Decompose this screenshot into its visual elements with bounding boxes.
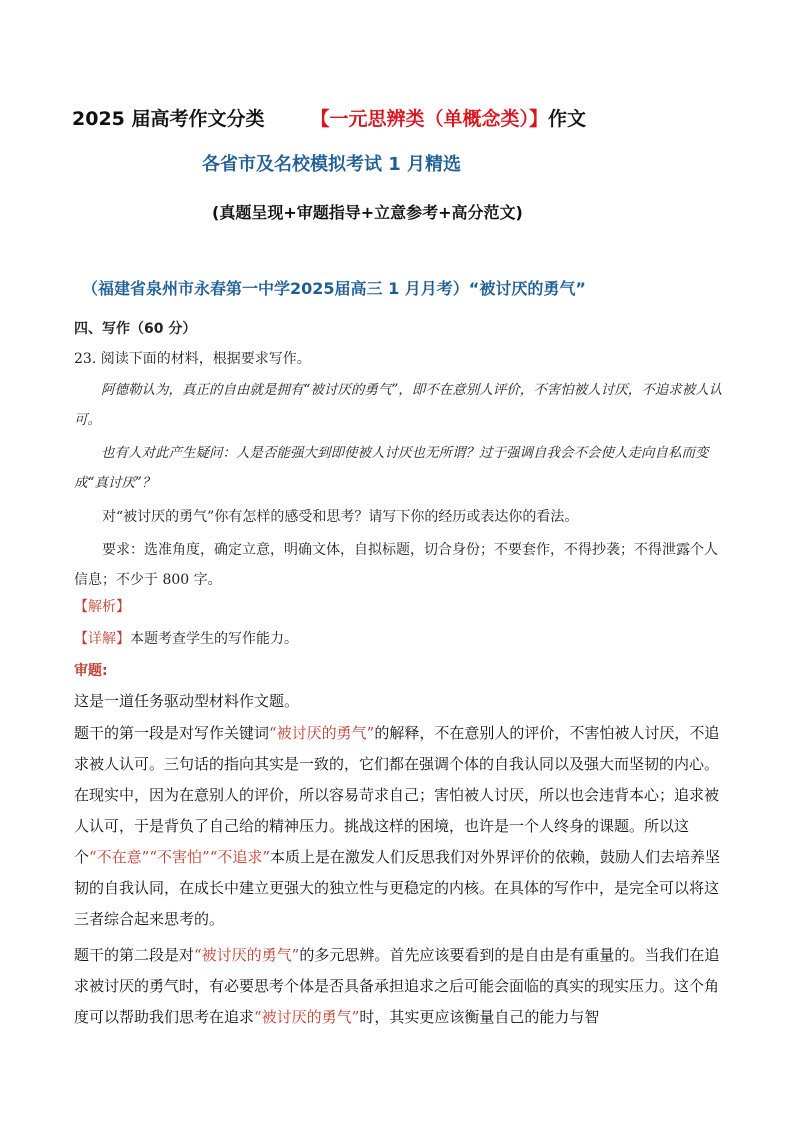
- p2-text-c: 本质上是在激发人们反思我们对外界评价的依赖，鼓励人们去培养坚韧的自我认同，在成长中建立更强大的独立性与更稳定的内核。在具体的写作中，是完全可以将这三者综合起来思考的。: [74, 848, 721, 928]
- document-subtitle: 各省市及名校模拟考试 1 月精选: [202, 154, 462, 175]
- detail-label: 【详解】: [74, 631, 130, 647]
- title-category: 2025 届高考作文分类: [72, 108, 265, 130]
- detail-line: [74, 628, 298, 648]
- analysis-paragraph-2: [74, 718, 724, 935]
- p2-text-b: 的解释，不在意别人的评价，不害怕被人讨厌，不追求被人认可。三句话的指向其实是一致的，它们都在强调个体的自我认同以及强大而坚韧的内心。在现实中，因为在意别人的评价，所以容易苛求自己；害怕被人讨厌，所以也会违背本心；追求被人认可，于是背负了自己给的精神压力。挑战这样的困境，也许是一个人终身的课题。所以这个: [74, 724, 720, 866]
- material-paragraph-2: 也有人对此产生疑问：人是否能强大到即使被人讨厌也无所谓？过于强调自我会不会使人走向自私而变成“真讨厌”？: [74, 445, 709, 491]
- section-heading: 四、写作（60 分）: [74, 321, 197, 337]
- analysis-paragraph-3: [74, 940, 724, 1033]
- p2-keyword-2: “不在意”“不害怕”“不追求”: [89, 848, 271, 866]
- title-suffix: 作文: [548, 108, 587, 130]
- p3-text-c: 时，其实更应该衡量自己的能力与智: [359, 1008, 600, 1026]
- p3-text-a: 题干的第二段是对: [74, 946, 195, 964]
- document-title: [72, 104, 586, 131]
- p3-keyword-2: “被讨厌的勇气”: [254, 1008, 360, 1026]
- detail-text: 本题考查学生的写作能力。: [130, 631, 298, 647]
- p2-text-a: 题干的第一段是对写作关键词: [74, 724, 270, 742]
- p2-keyword-1: “被讨厌的勇气”: [269, 724, 375, 742]
- exam-source-heading: （福建省泉州市永春第一中学2025届高三 1 月月考）“被讨厌的勇气”: [82, 279, 586, 298]
- p3-text-b: 的多元思辨。首先应该要看到的是自由是有重量的。当我们在追求被讨厌的勇气时，有必要思考个体是否具备承担追求之后可能会面临的真实的现实压力。这个角度可以帮助我们思考在追求: [74, 946, 720, 1026]
- title-type-tag: 【一元思辨类（单概念类）】: [310, 108, 549, 130]
- document-subtitle-contents: (真题呈现+审题指导+立意参考+高分范文): [212, 203, 523, 222]
- topic-review-label: 审题:: [74, 663, 108, 679]
- material-paragraph-1: 阿德勒认为，真正的自由就是拥有“被讨厌的勇气”，即不在意别人评价，不害怕被人讨厌，不追求被人认可。: [74, 382, 723, 428]
- writing-requirements: 要求：选准角度，确定立意，明确文体，自拟标题，切合身份；不要套作，不得抄袭；不得泄露个人信息；不少于 800 字。: [74, 542, 718, 588]
- p3-keyword-1: “被讨厌的勇气”: [194, 946, 300, 964]
- question-number-line: 23. 阅读下面的材料，根据要求写作。: [74, 351, 311, 367]
- writing-prompt: 对“被讨厌的勇气”你有怎样的感受和思考？请写下你的经历或表达你的看法。: [102, 509, 579, 525]
- analysis-label: 【解析】: [74, 599, 130, 615]
- analysis-paragraph-1: 这是一道任务驱动型材料作文题。: [74, 692, 300, 710]
